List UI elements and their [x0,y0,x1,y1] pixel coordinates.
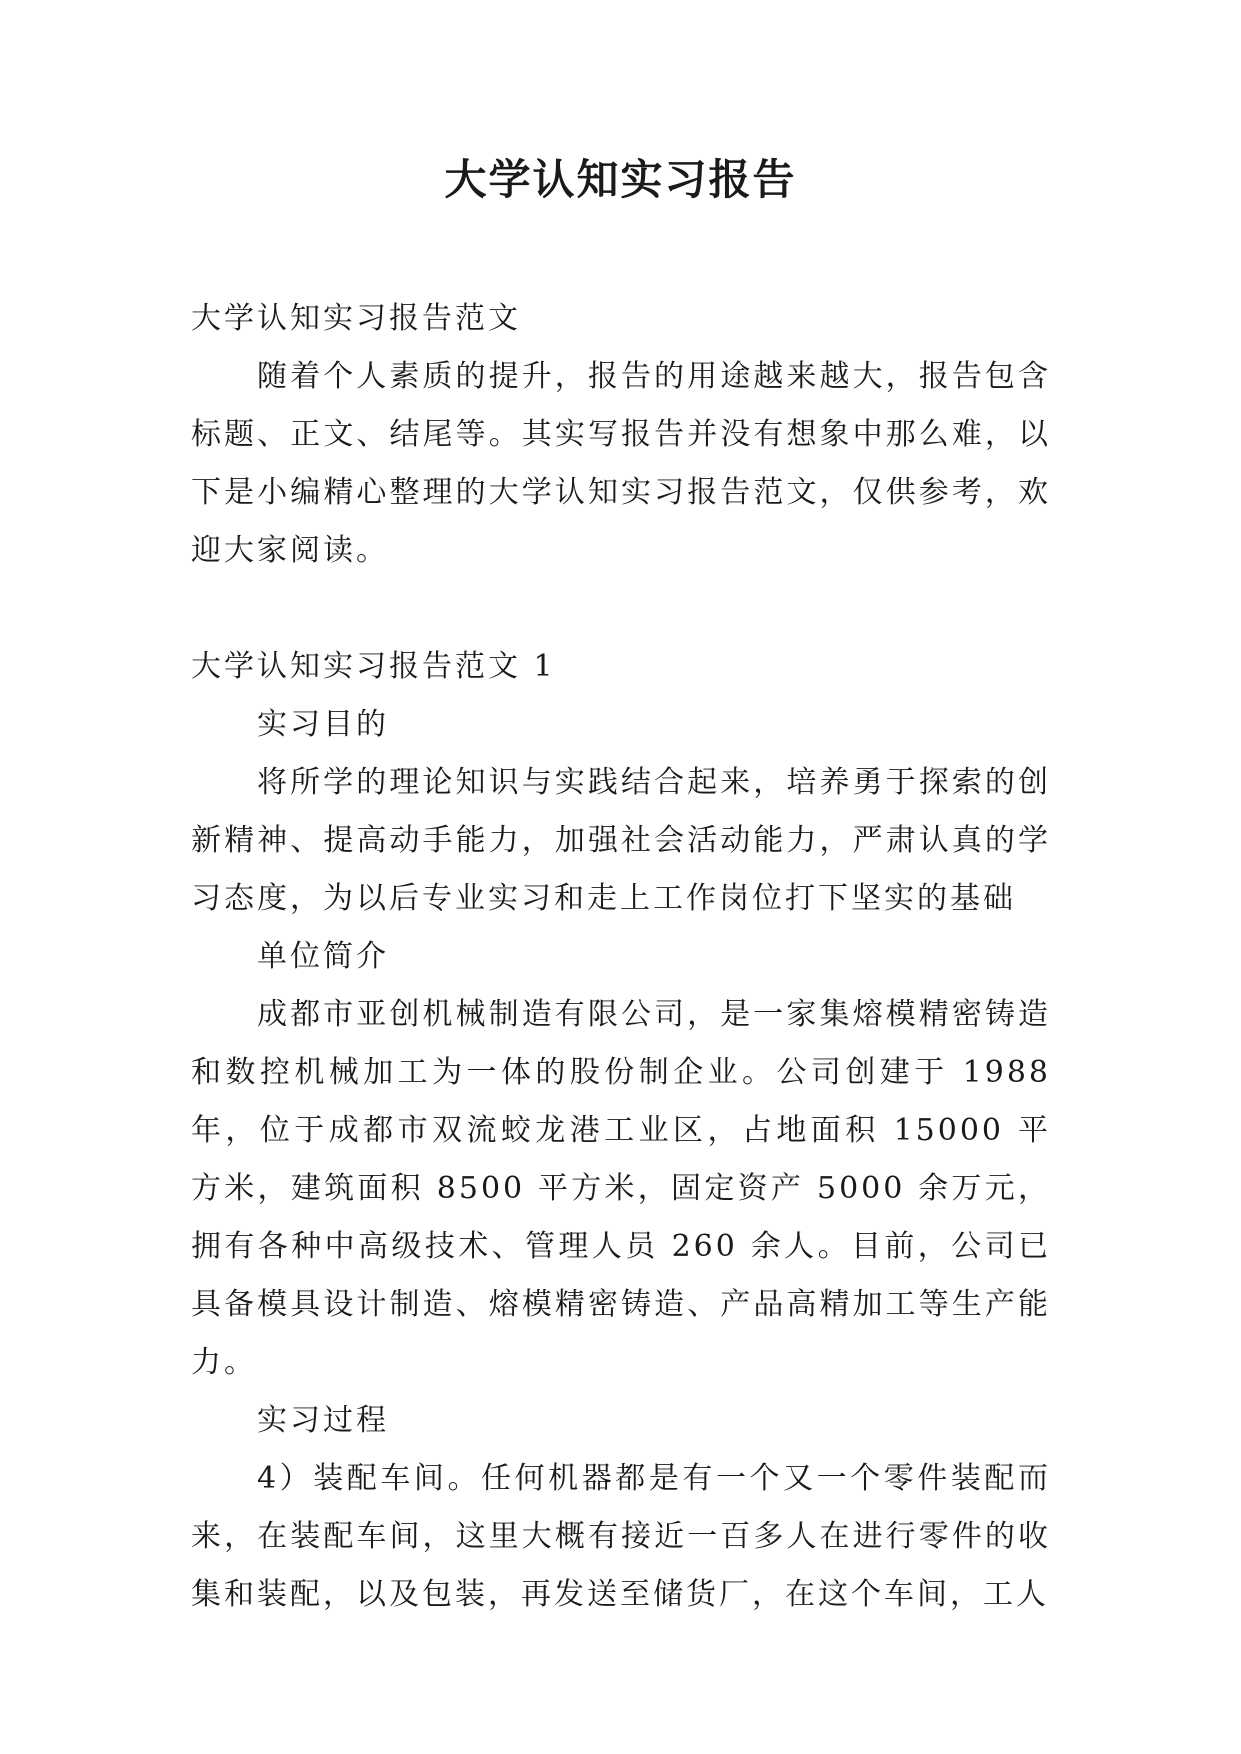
unit-paragraph: 成都市亚创机械制造有限公司，是一家集熔模精密铸造和数控机械加工为一体的股份制企业。公司创建于 1988 年，位于成都市双流蛟龙港工业区，占地面积 15000 平方米，建筑面积 8500 平方米，固定资产 5000 余万元，拥有各种中高级技术、管理人员 260 余人。目前，公司已具备模具设计制造、熔模精密铸造、产品高精加工等生产能力。 [191,997,1051,1380]
section-title: 大学认知实习报告范文 1 [191,649,556,684]
intro-paragraph: 随着个人素质的提升，报告的用途越来越大，报告包含标题、正文、结尾等。其实写报告并没有想象中那么难，以下是小编精心整理的大学认知实习报告范文，仅供参考，欢迎大家阅读。 [191,359,1051,568]
subtitle: 大学认知实习报告范文 [191,301,521,336]
unit-heading: 单位简介 [257,939,389,974]
purpose-heading: 实习目的 [257,707,389,742]
document-title: 大学认知实习报告 [444,155,797,204]
process-heading: 实习过程 [257,1403,389,1438]
process-paragraph: 4）装配车间。任何机器都是有一个又一个零件装配而来，在装配车间，这里大概有接近一百多人在进行零件的收集和装配，以及包装，再发送至储货厂，在这个车间，工人 [191,1461,1051,1612]
purpose-paragraph: 将所学的理论知识与实践结合起来，培养勇于探索的创新精神、提高动手能力，加强社会活动能力，严肃认真的学习态度，为以后专业实习和走上工作岗位打下坚实的基础 [191,765,1051,916]
paragraph-spacer [191,580,1051,638]
document-body [191,290,1051,1624]
